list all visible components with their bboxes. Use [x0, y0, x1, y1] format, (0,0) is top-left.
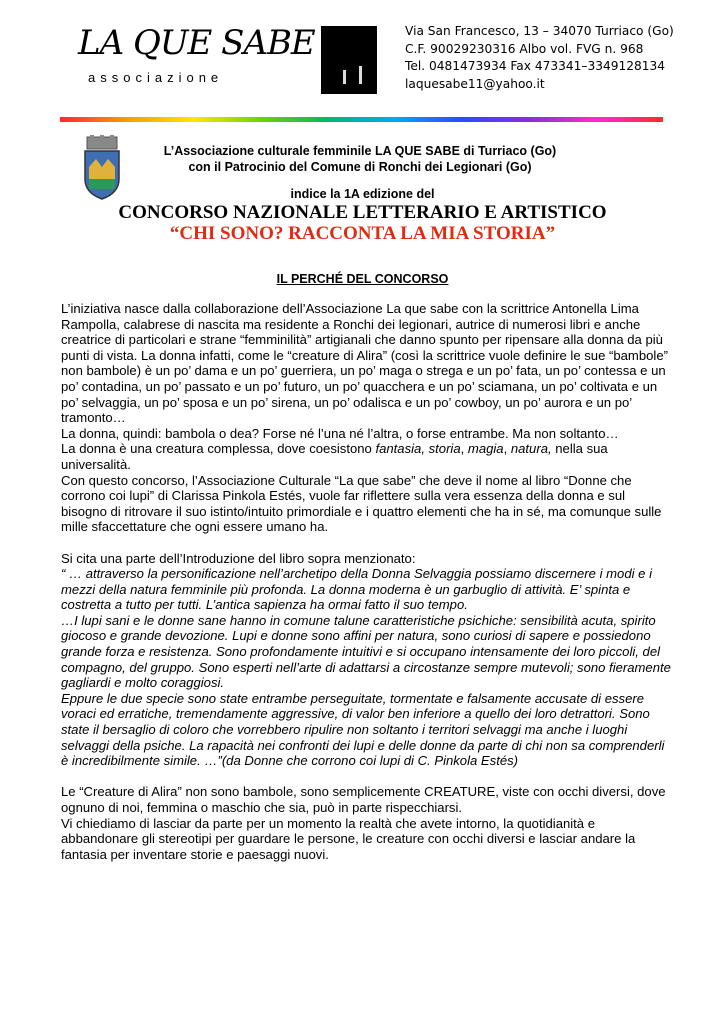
- paragraph-invitation: Vi chiediamo di lasciar da parte per un momento la realtà che avete intorno, la quotidianità e abbandonare gli stereotipi per guardare le persone, le creature con occhi diversi e lasciar andare la fantasia per inventare storie e paesaggi nuovi.: [61, 815, 636, 862]
- document-body: [61, 301, 673, 862]
- separator: ,: [503, 441, 511, 457]
- paragraph-citation-intro: Si cita una parte dell’Introduzione del libro sopra menzionato:: [61, 550, 416, 566]
- association-logo: [78, 23, 315, 85]
- paragraph-complexity: [61, 441, 673, 472]
- association-intro: [110, 143, 610, 175]
- complexity-italic-2: magia: [467, 441, 504, 457]
- paragraph-question: La donna, quindi: bambola o dea? Forse né l’una né l’altra, o forse entrambe. Ma non soltanto…: [61, 425, 619, 441]
- contact-phone: Tel. 0481473934 Fax 473341–3349128134: [405, 59, 666, 73]
- complexity-italic-3: natura,: [510, 441, 552, 457]
- paragraph-contest-purpose: Con questo concorso, l’Associazione Culturale “La que sabe” che deve il nome al libro “Donne che corrono coi lupi” di Clarissa Pinkola Estés, vuole far riflettere sulla vera essenza della donna e sul bisogno di ritrovare il suo istinto/intuito primordiale e i quattro elementi che ha in sé, ma comunque sulle mille sfaccettature che ogni essere umano ha.: [61, 472, 662, 535]
- section-heading: IL PERCHÉ DEL CONCORSO: [276, 272, 449, 286]
- patronage-line: con il Patrocinio del Comune di Ronchi dei Legionari (Go): [188, 160, 532, 174]
- rainbow-divider: [60, 117, 663, 122]
- header-photo: [321, 26, 377, 94]
- paragraph-initiative: L’iniziativa nasce dalla collaborazione dell’Associazione La que sabe con la scrittrice Antonella Lima Rampolla, calabrese di nascita ma residente a Ronchi dei legionari, autrice di numerosi libri e anche creatrice di particolari e strane “femminilità” artigianali che danno spunto per ripensare alla donna da più punti di vista. La donna infatti, come le “creature di Alira” (così la scrittrice vuole definire le sue “bambole” non bambole) è un po’ dama e un po’ guerriera, un po’ maga o strega e un po’ fata, un po’ contessa e un po’ contadina, un po’ passato e un po’ futuro, un po’ quacchera e un po’ sciamana, un po’ coltivata e un po’ selvaggia, un po’ sposa e un po’ sirena, un po’ odalisca e un po’ cowboy, un po’ aurora e un po’ tramonto…: [61, 301, 668, 426]
- edition-line: indice la 1A edizione del: [290, 187, 435, 201]
- contact-tax-code: C.F. 90029230316 Albo vol. FVG n. 968: [405, 41, 644, 56]
- quote-part-1: “ … attraverso la personificazione nell’archetipo della Donna Selvaggia possiamo discernere i modi e i mezzi della natura femminile più profonda. La donna moderna è un garbuglio di attività. E’ spinta e costretta a tutto per tutti. L’antica sapienza ha ormai fatto il suo tempo.: [61, 566, 652, 613]
- logo-subtitle: associazione: [88, 70, 224, 85]
- separator: ,: [460, 441, 468, 457]
- contact-email: laquesabe11@yahoo.it: [405, 76, 545, 91]
- quote-part-3: Eppure le due specie sono state entrambe perseguitate, tormentate e falsamente accusate di essere voraci ed erratiche, tremendamente aggressive, di valor ben inferiore a quello dei loro detrattori. Sono state il bersaglio di coloro che vorrebbero ripulire non soltanto i territori selvaggi ma anche i luoghi selvaggi della psiche. La rapacità nei confronti dei lupi e delle donne da parte di chi non sa comprenderli è incredibilmente simile. …”(da Donne che corrono coi lupi di C. Pinkola Estés): [61, 690, 665, 769]
- paragraph-creatures: Le “Creature di Alira” non sono bambole, sono semplicemente CREATURE, viste con occhi diversi, dove ognuno di noi, femmina o maschio che sia, può in parte rispecchiarsi.: [61, 784, 666, 815]
- complexity-italic-1: fantasia, storia: [375, 441, 461, 457]
- contact-address: Via San Francesco, 13 – 34070 Turriaco (Go): [405, 24, 674, 38]
- contact-info: [405, 23, 674, 93]
- complexity-text: La donna è una creatura complessa, dove coesistono: [61, 441, 376, 457]
- association-line: L’Associazione culturale femminile LA QUE SABE di Turriaco (Go): [163, 144, 557, 158]
- quote-part-2: …I lupi sani e le donne sane hanno in comune talune caratteristiche psichiche: sensibilità acuta, spirito giocoso e grande devozione. Lupi e donne sono affini per natura, sono curiosi di sapere e possiedono grande forza e resistenza. Sono profondamente intuitivi e si occupano intensamente dei loro piccoli, del compagno, del gruppo. Sono esperti nell’arte di adattarsi a circostanze sempre mutevoli; sono fieramente gagliardi e molto coraggiosi.: [61, 612, 671, 691]
- contest-subtitle: “CHI SONO? RACCONTA LA MIA STORIA”: [169, 223, 556, 244]
- contest-title: CONCORSO NAZIONALE LETTERARIO E ARTISTICO: [118, 202, 607, 223]
- logo-title: LA QUE SABE: [78, 23, 315, 63]
- complexity-end: nella sua universalità.: [61, 441, 608, 472]
